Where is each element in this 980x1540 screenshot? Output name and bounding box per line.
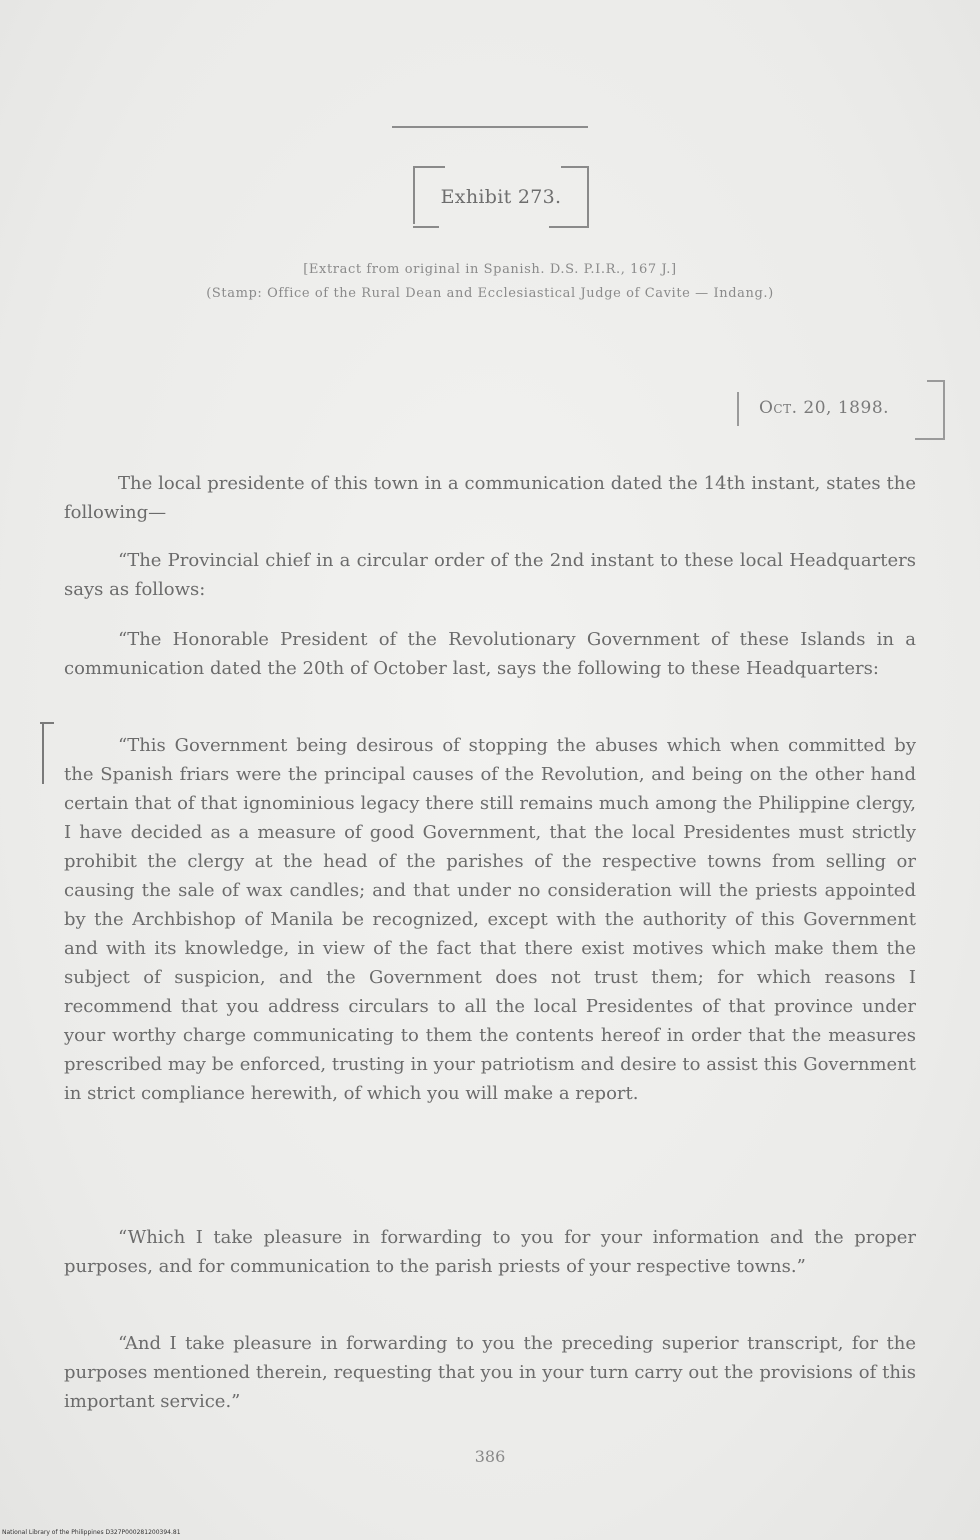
paragraph-president: [64, 625, 916, 683]
paragraph-text: “The Provincial chief in a circular order of the 2nd instant to these local Headquarters says as follows:: [64, 550, 916, 600]
paragraph-text: “This Government being desirous of stopping the abuses which when committed by the Spanish friars were the principal causes of the Revolution, and being on the other hand certain that of that ignominious legacy there still remains much among the Philippine clergy, I have decided as a measure of good Government, that the local Presidentes must strictly prohibit the clergy at the head of the parishes of the respective towns from selling or causing the sale of wax candles; and that under no consideration will the priests appointed by the Archbishop of Manila be recognized, except with the authority of this Government and with its knowledge, in view of the fact that there exist motives which make them the subject of suspicion, and the Government does not trust them; for which reasons I recommend that you address circulars to all the local Presidentes of that province under your worthy charge communicating to them the contents hereof in order that the measures prescribed may be enforced, trusting in your patriotism and desire to assist this Government in strict compliance herewith, of which you will make a report.: [64, 735, 916, 1104]
document-date: Oct. 20, 1898.: [759, 398, 890, 418]
paragraph-closing: [64, 1329, 916, 1416]
archive-footer-id: National Library of the Philippines D327P000281200394.81: [2, 1529, 181, 1536]
source-note-stamp: (Stamp: Office of the Rural Dean and Ecclesiastical Judge of Cavite — Indang.): [206, 286, 774, 301]
date-stamp-box: [737, 380, 945, 440]
paragraph-text: The local presidente of this town in a communication dated the 14th instant, states the following—: [64, 473, 916, 523]
paragraph-intro: [64, 469, 916, 527]
margin-bracket-mark: [36, 722, 58, 784]
top-rule: [392, 126, 588, 128]
paragraph-government-decree: [64, 731, 916, 1108]
paragraph-text: “The Honorable President of the Revolutionary Government of these Islands in a communication dated the 20th of October last, says the following to these Headquarters:: [64, 629, 916, 679]
exhibit-label-box: [413, 166, 589, 228]
paragraph-provincial-chief: [64, 546, 916, 604]
exhibit-title: Exhibit 273.: [440, 186, 562, 208]
source-note-extract: [Extract from original in Spanish. D.S. P.I.R., 167 J.]: [303, 262, 677, 277]
paragraph-text: “Which I take pleasure in forwarding to you for your information and the proper purposes, and for communication to the parish priests of your respective towns.”: [64, 1227, 916, 1277]
page-number: 386: [474, 1447, 506, 1466]
paragraph-forwarding: [64, 1223, 916, 1281]
paragraph-text: “And I take pleasure in forwarding to you the preceding superior transcript, for the purposes mentioned therein, requesting that you in your turn carry out the provisions of this important service.”: [64, 1333, 916, 1412]
